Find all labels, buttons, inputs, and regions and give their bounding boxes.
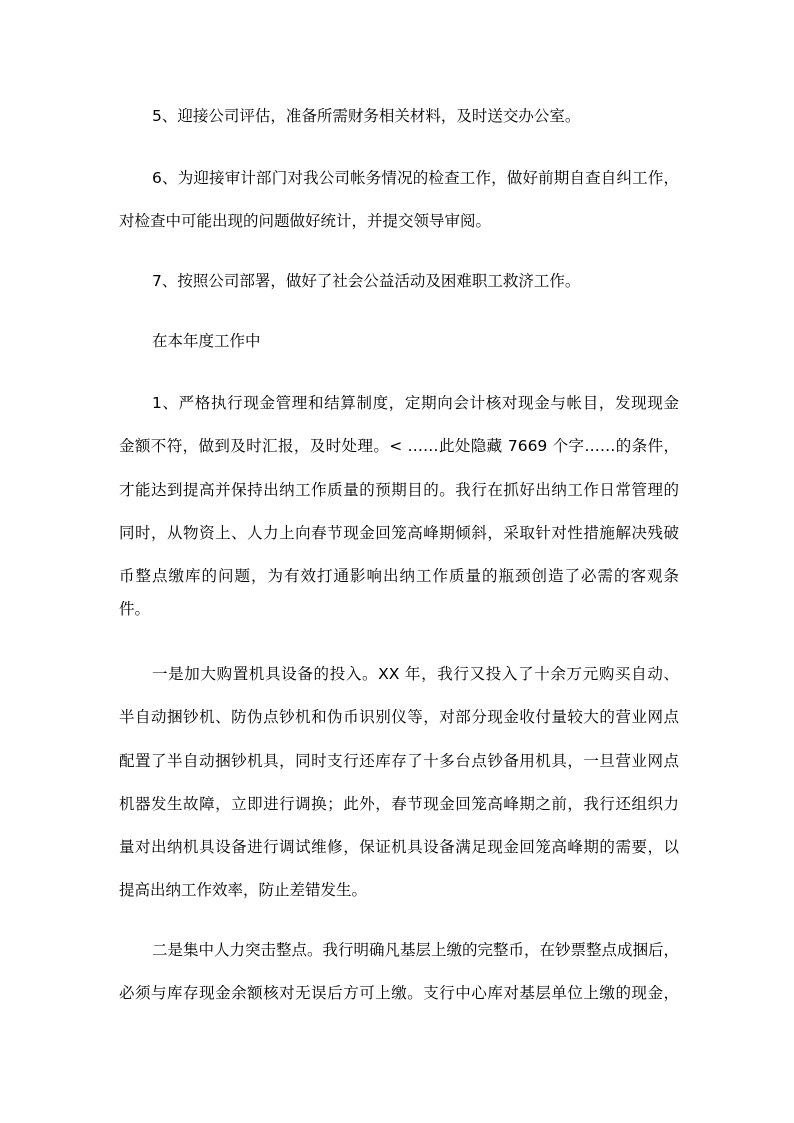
text-line: 配置了半自动捆钞机具，同时支行还库存了十多台点钞备用机具，一旦营业网点 <box>119 752 679 770</box>
text-line: 6、为迎接审计部门对我公司帐务情况的检查工作，做好前期自查自纠工作， <box>152 169 679 187</box>
text-line: 一是加大购置机具设备的投入。XX 年，我行又投入了十余万元购买自动、 <box>152 665 679 683</box>
text-line: 5、迎接公司评估，准备所需财务相关材料，及时送交办公室。 <box>152 107 581 125</box>
text-line: 提高出纳工作效率，防止差错发生。 <box>119 881 368 899</box>
text-line: 件。 <box>119 600 151 618</box>
text-line: 对检查中可能出现的问题做好统计，并提交领导审阅。 <box>119 212 492 230</box>
text-line: 在本年度工作中 <box>152 332 261 350</box>
text-line: 二是集中人力突击整点。我行明确凡基层上缴的完整币，在钞票整点成捆后， <box>152 941 680 959</box>
text-line: 7、按照公司部署，做好了社会公益活动及困难职工救济工作。 <box>152 272 581 290</box>
text-line: 1、严格执行现金管理和结算制度，定期向会计核对现金与帐目，发现现金 <box>152 394 679 412</box>
text-line: 同时，从物资上、人力上向春节现金回笼高峰期倾斜，采取针对性措施解决残破 <box>119 524 679 542</box>
text-line: 量对出纳机具设备进行调试维修，保证机具设备满足现金回笼高峰期的需要，以 <box>119 838 679 856</box>
text-line: 金额不符，做到及时汇报，及时处理。< ……此处隐藏 7669 个字……的条件， <box>119 437 679 455</box>
text-line: 才能达到提高并保持出纳工作质量的预期目的。我行在抓好出纳工作日常管理的 <box>119 481 679 499</box>
text-line: 半自动捆钞机、防伪点钞机和伪币识别仪等，对部分现金收付量较大的营业网点 <box>119 708 679 726</box>
text-line: 必须与库存现金余额核对无误后方可上缴。支行中心库对基层单位上缴的现金， <box>119 984 679 1002</box>
text-line: 币整点缴库的问题，为有效打通影响出纳工作质量的瓶颈创造了必需的客观条 <box>119 567 679 585</box>
text-line: 机器发生故障，立即进行调换；此外，春节现金回笼高峰期之前，我行还组织力 <box>119 795 679 813</box>
